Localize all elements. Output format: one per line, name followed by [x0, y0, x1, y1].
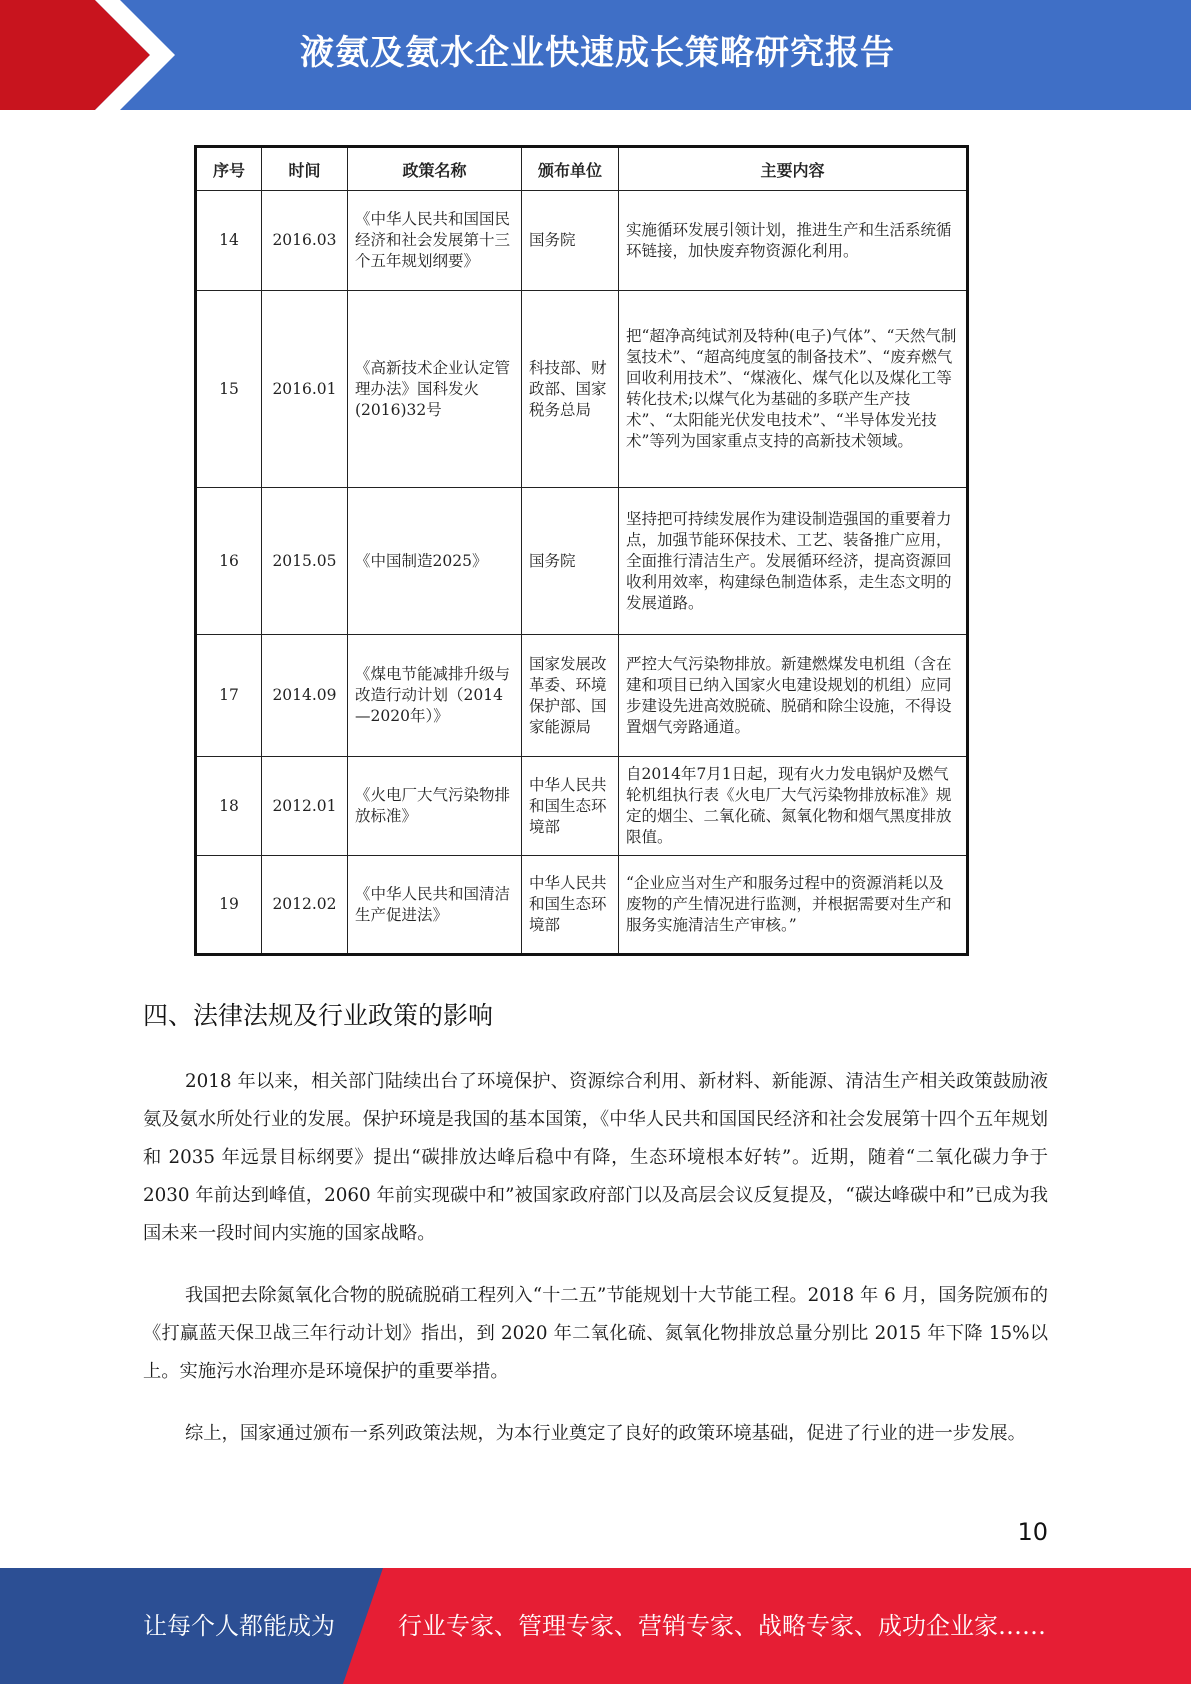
cell-content: 把“超净高纯试剂及特种(电子)气体”、“天然气制氢技术”、“超高纯度氢的制备技术”、“废弃燃气回收利用技术”、“煤液化、煤气化以及煤化工等转化技术;以煤气化为基础的多联产生产技术”、“太阳能光伏发电技术”、“半导体发光技术”等列为国家重点支持的高新技术领域。 [619, 291, 968, 488]
cell-num: 17 [196, 635, 262, 757]
body-paragraph: 2018 年以来，相关部门陆续出台了环境保护、资源综合利用、新材料、新能源、清洁生产相关政策鼓励液氨及氨水所处行业的发展。保护环境是我国的基本国策，《中华人民共和国国民经济和社会发展第十四个五年规划和 2035 年远景目标纲要》提出“碳排放达峰后稳中有降，生态环境根本好转”。近期，随着“二氧化碳力争于 2030 年前达到峰值，2060 年前实现碳中和”被国家政府部门以及高层会议反复提及，“碳达峰碳中和”已成为我国未来一段时间内实施的国家战略。 [143, 1071, 1048, 1244]
cell-num: 18 [196, 757, 262, 856]
cell-issuer: 科技部、财政部、国家税务总局 [522, 291, 619, 488]
column-header-issuer: 颁布单位 [522, 147, 619, 191]
table-header-row [196, 147, 968, 191]
cell-issuer: 国务院 [522, 488, 619, 635]
cell-time: 2015.05 [262, 488, 348, 635]
header-banner [0, 0, 1191, 110]
cell-policy-name: 《火电厂大气污染物排放标准》 [348, 757, 522, 856]
column-header-content: 主要内容 [619, 147, 968, 191]
cell-content: 实施循环发展引领计划，推进生产和生活系统循环链接，加快废弃物资源化利用。 [619, 191, 968, 291]
cell-issuer: 中华人民共和国生态环境部 [522, 856, 619, 955]
body-paragraph: 我国把去除氮氧化合物的脱硫脱硝工程列入“十二五”节能规划十大节能工程。2018 年 6 月，国务院颁布的《打赢蓝天保卫战三年行动计划》指出，到 2020 年二氧化硫、氮氧化物排放总量分别比 2015 年下降 15%以上。实施污水治理亦是环境保护的重要举措。 [143, 1285, 1048, 1382]
body-paragraph: 综上，国家通过颁布一系列政策法规，为本行业奠定了良好的政策环境基础，促进了行业的进一步发展。 [185, 1423, 1026, 1444]
cell-policy-name: 《中华人民共和国国民经济和社会发展第十三个五年规划纲要》 [348, 191, 522, 291]
cell-time: 2014.09 [262, 635, 348, 757]
cell-num: 19 [196, 856, 262, 955]
table-row [196, 291, 968, 488]
cell-issuer: 中华人民共和国生态环境部 [522, 757, 619, 856]
cell-issuer: 国家发展改革委、环境保护部、国家能源局 [522, 635, 619, 757]
cell-issuer: 国务院 [522, 191, 619, 291]
cell-time: 2012.01 [262, 757, 348, 856]
policy-table [194, 145, 969, 956]
footer-banner [0, 1568, 1191, 1684]
cell-content: “企业应当对生产和服务过程中的资源消耗以及废物的产生情况进行监测，并根据需要对生产和服务实施清洁生产审核。” [619, 856, 968, 955]
cell-content: 坚持把可持续发展作为建设制造强国的重要着力点，加强节能环保技术、工艺、装备推广应用，全面推行清洁生产。发展循环经济，提高资源回收利用效率，构建绿色制造体系，走生态文明的发展道路。 [619, 488, 968, 635]
column-header-name: 政策名称 [348, 147, 522, 191]
cell-policy-name: 《煤电节能减排升级与改造行动计划（2014—2020年）》 [348, 635, 522, 757]
cell-num: 14 [196, 191, 262, 291]
page-number: 10 [1017, 1518, 1048, 1546]
cell-num: 15 [196, 291, 262, 488]
cell-time: 2016.03 [262, 191, 348, 291]
cell-policy-name: 《高新技术企业认定管理办法》国科发火(2016)32号 [348, 291, 522, 488]
cell-content: 自2014年7月1日起，现有火力发电锅炉及燃气轮机组执行表《火电厂大气污染物排放标准》规定的烟尘、二氧化硫、氮氧化物和烟气黑度排放限值。 [619, 757, 968, 856]
cell-content: 严控大气污染物排放。新建燃煤发电机组（含在建和项目已纳入国家火电建设规划的机组）应同步建设先进高效脱硫、脱硝和除尘设施，不得设置烟气旁路通道。 [619, 635, 968, 757]
cell-time: 2016.01 [262, 291, 348, 488]
table-row [196, 757, 968, 856]
cell-num: 16 [196, 488, 262, 635]
footer-slogan-left: 让每个人都能成为 [143, 1612, 335, 1640]
cell-policy-name: 《中华人民共和国清洁生产促进法》 [348, 856, 522, 955]
column-header-num: 序号 [196, 147, 262, 191]
table-row [196, 635, 968, 757]
table-row [196, 856, 968, 955]
cell-time: 2012.02 [262, 856, 348, 955]
table-row [196, 488, 968, 635]
cell-policy-name: 《中国制造2025》 [348, 488, 522, 635]
section-title: 四、法律法规及行业政策的影响 [143, 1001, 494, 1030]
report-title: 液氨及氨水企业快速成长策略研究报告 [300, 33, 895, 73]
column-header-time: 时间 [262, 147, 348, 191]
table-row [196, 191, 968, 291]
footer-slogan-right: 行业专家、管理专家、营销专家、战略专家、成功企业家…… [398, 1612, 1046, 1640]
